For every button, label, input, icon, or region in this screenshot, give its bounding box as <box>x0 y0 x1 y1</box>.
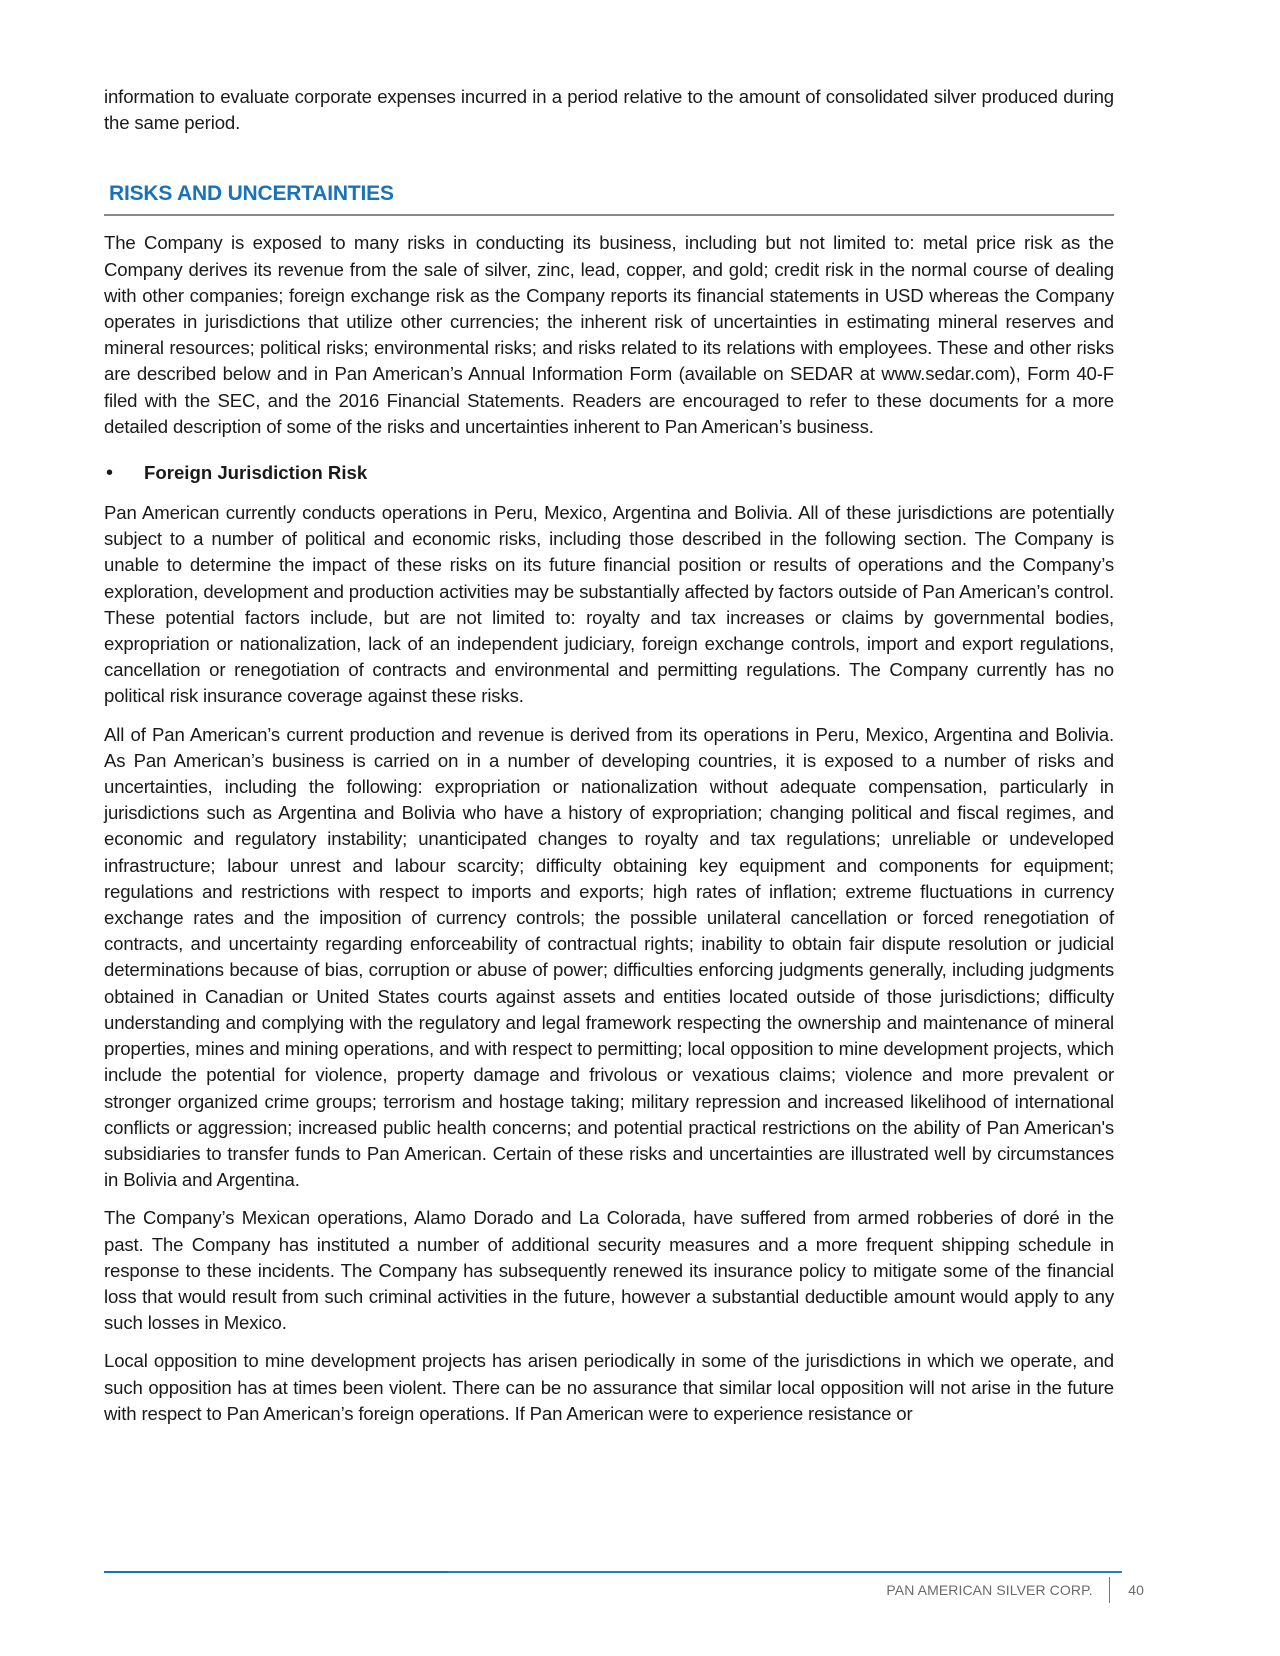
jurisdiction-paragraph-3: The Company’s Mexican operations, Alamo Dorado and La Colorada, have suffered from armed robberies of doré in the past. The Company has instituted a number of additional security measures and a more frequent shipping schedule in response to these incidents. The Company has subsequently renewed its insurance policy to mitigate some of the financial loss that would result from such criminal activities in the future, however a substantial deductible amount would apply to any such losses in Mexico. <box>104 1207 1114 1334</box>
jurisdiction-paragraph-4: Local opposition to mine development projects has arisen periodically in some of the jurisdictions in which we operate, and such opposition has at times been violent. There can be no assurance that similar local opposition will not arise in the future with respect to Pan American’s foreign operations. If Pan American were to experience resistance or <box>104 1350 1114 1424</box>
bullet-heading-foreign-jurisdiction-risk <box>104 460 1114 486</box>
jurisdiction-paragraph-2: All of Pan American’s current production and revenue is derived from its operations in Peru, Mexico, Argentina and Bolivia. As Pan American’s business is carried on in a number of developing countries, it is exposed to a number of risks and uncertainties, including the following: expropriation or nationalization without adequate compensation, particularly in jurisdictions such as Argentina and Bolivia who have a history of expropriation; changing political and fiscal regimes, and economic and regulatory instability; unanticipated changes to royalty and tax regulations; unreliable or undeveloped infrastructure; labour unrest and labour scarcity; difficulty obtaining key equipment and components for equipment; regulations and restrictions with respect to imports and exports; high rates of inflation; extreme fluctuations in currency exchange rates and the imposition of currency controls; the possible unilateral cancellation or forced renegotiation of contracts, and uncertainty regarding enforceability of contractual rights; inability to obtain fair dispute resolution or judicial determinations because of bias, corruption or abuse of power; difficulties enforcing judgments generally, including judgments obtained in Canadian or United States courts against assets and entities located outside of those jurisdictions; difficulty understanding and complying with the regulatory and legal framework respecting the ownership and maintenance of mineral properties, mines and mining operations, and with respect to permitting; local opposition to mine development projects, which include the potential for violence, property damage and frivolous or vexatious claims; violence and more prevalent or stronger organized crime groups; terrorism and hostage taking; military repression and increased likelihood of international conflicts or aggression; increased public health concerns; and potential practical restrictions on the ability of Pan American's subsidiaries to transfer funds to Pan American. Certain of these risks and uncertainties are illustrated well by circumstances in Bolivia and Argentina. <box>104 723 1114 1191</box>
jurisdiction-paragraph-1: Pan American currently conducts operations in Peru, Mexico, Argentina and Bolivia. All of these jurisdictions are potentially subject to a number of political and economic risks, including those described in the following section. The Company is unable to determine the impact of these risks on its future financial position or results of operations and the Company’s exploration, development and production activities may be substantially affected by factors outside of Pan American’s control. These potential factors include, but are not limited to: royalty and tax increases or claims by governmental bodies, expropriation or nationalization, lack of an independent judiciary, foreign exchange controls, import and export regulations, cancellation or renegotiation of contracts and environmental and permitting regulations. The Company currently has no political risk insurance coverage against these risks. <box>104 502 1114 707</box>
risks-overview-paragraph: The Company is exposed to many risks in conducting its business, including but not limited to: metal price risk as the Company derives its revenue from the sale of silver, zinc, lead, copper, and gold; credit risk in the normal course of dealing with other companies; foreign exchange risk as the Company reports its financial statements in USD whereas the Company operates in jurisdictions that utilize other currencies; the inherent risk of uncertainties in estimating mineral reserves and mineral resources; political risks; environmental risks; and risks related to its relations with employees. These and other risks are described below and in Pan American’s Annual Information Form (available on SEDAR at www.sedar.com), Form 40-F filed with the SEC, and the 2016 Financial Statements. Readers are encouraged to refer to these documents for a more detailed description of some of the risks and uncertainties inherent to Pan American’s business. <box>104 232 1114 437</box>
bullet-icon: • <box>106 462 114 485</box>
subsection-title: Foreign Jurisdiction Risk <box>144 462 368 484</box>
section-heading: RISKS AND UNCERTAINTIES <box>109 182 394 206</box>
document-page <box>104 84 1114 1439</box>
footer-separator <box>1109 1577 1111 1603</box>
page-footer <box>886 1577 1144 1603</box>
footer-company-name: PAN AMERICAN SILVER CORP. <box>886 1582 1093 1598</box>
intro-paragraph: information to evaluate corporate expenses incurred in a period relative to the amount of consolidated silver produced during the same period. <box>104 86 1114 134</box>
footer-divider <box>104 1571 1122 1574</box>
footer-divider-right <box>448 1571 1122 1573</box>
footer-divider-left <box>104 1571 448 1573</box>
page-number: 40 <box>1128 1582 1144 1598</box>
heading-divider <box>104 214 1114 216</box>
